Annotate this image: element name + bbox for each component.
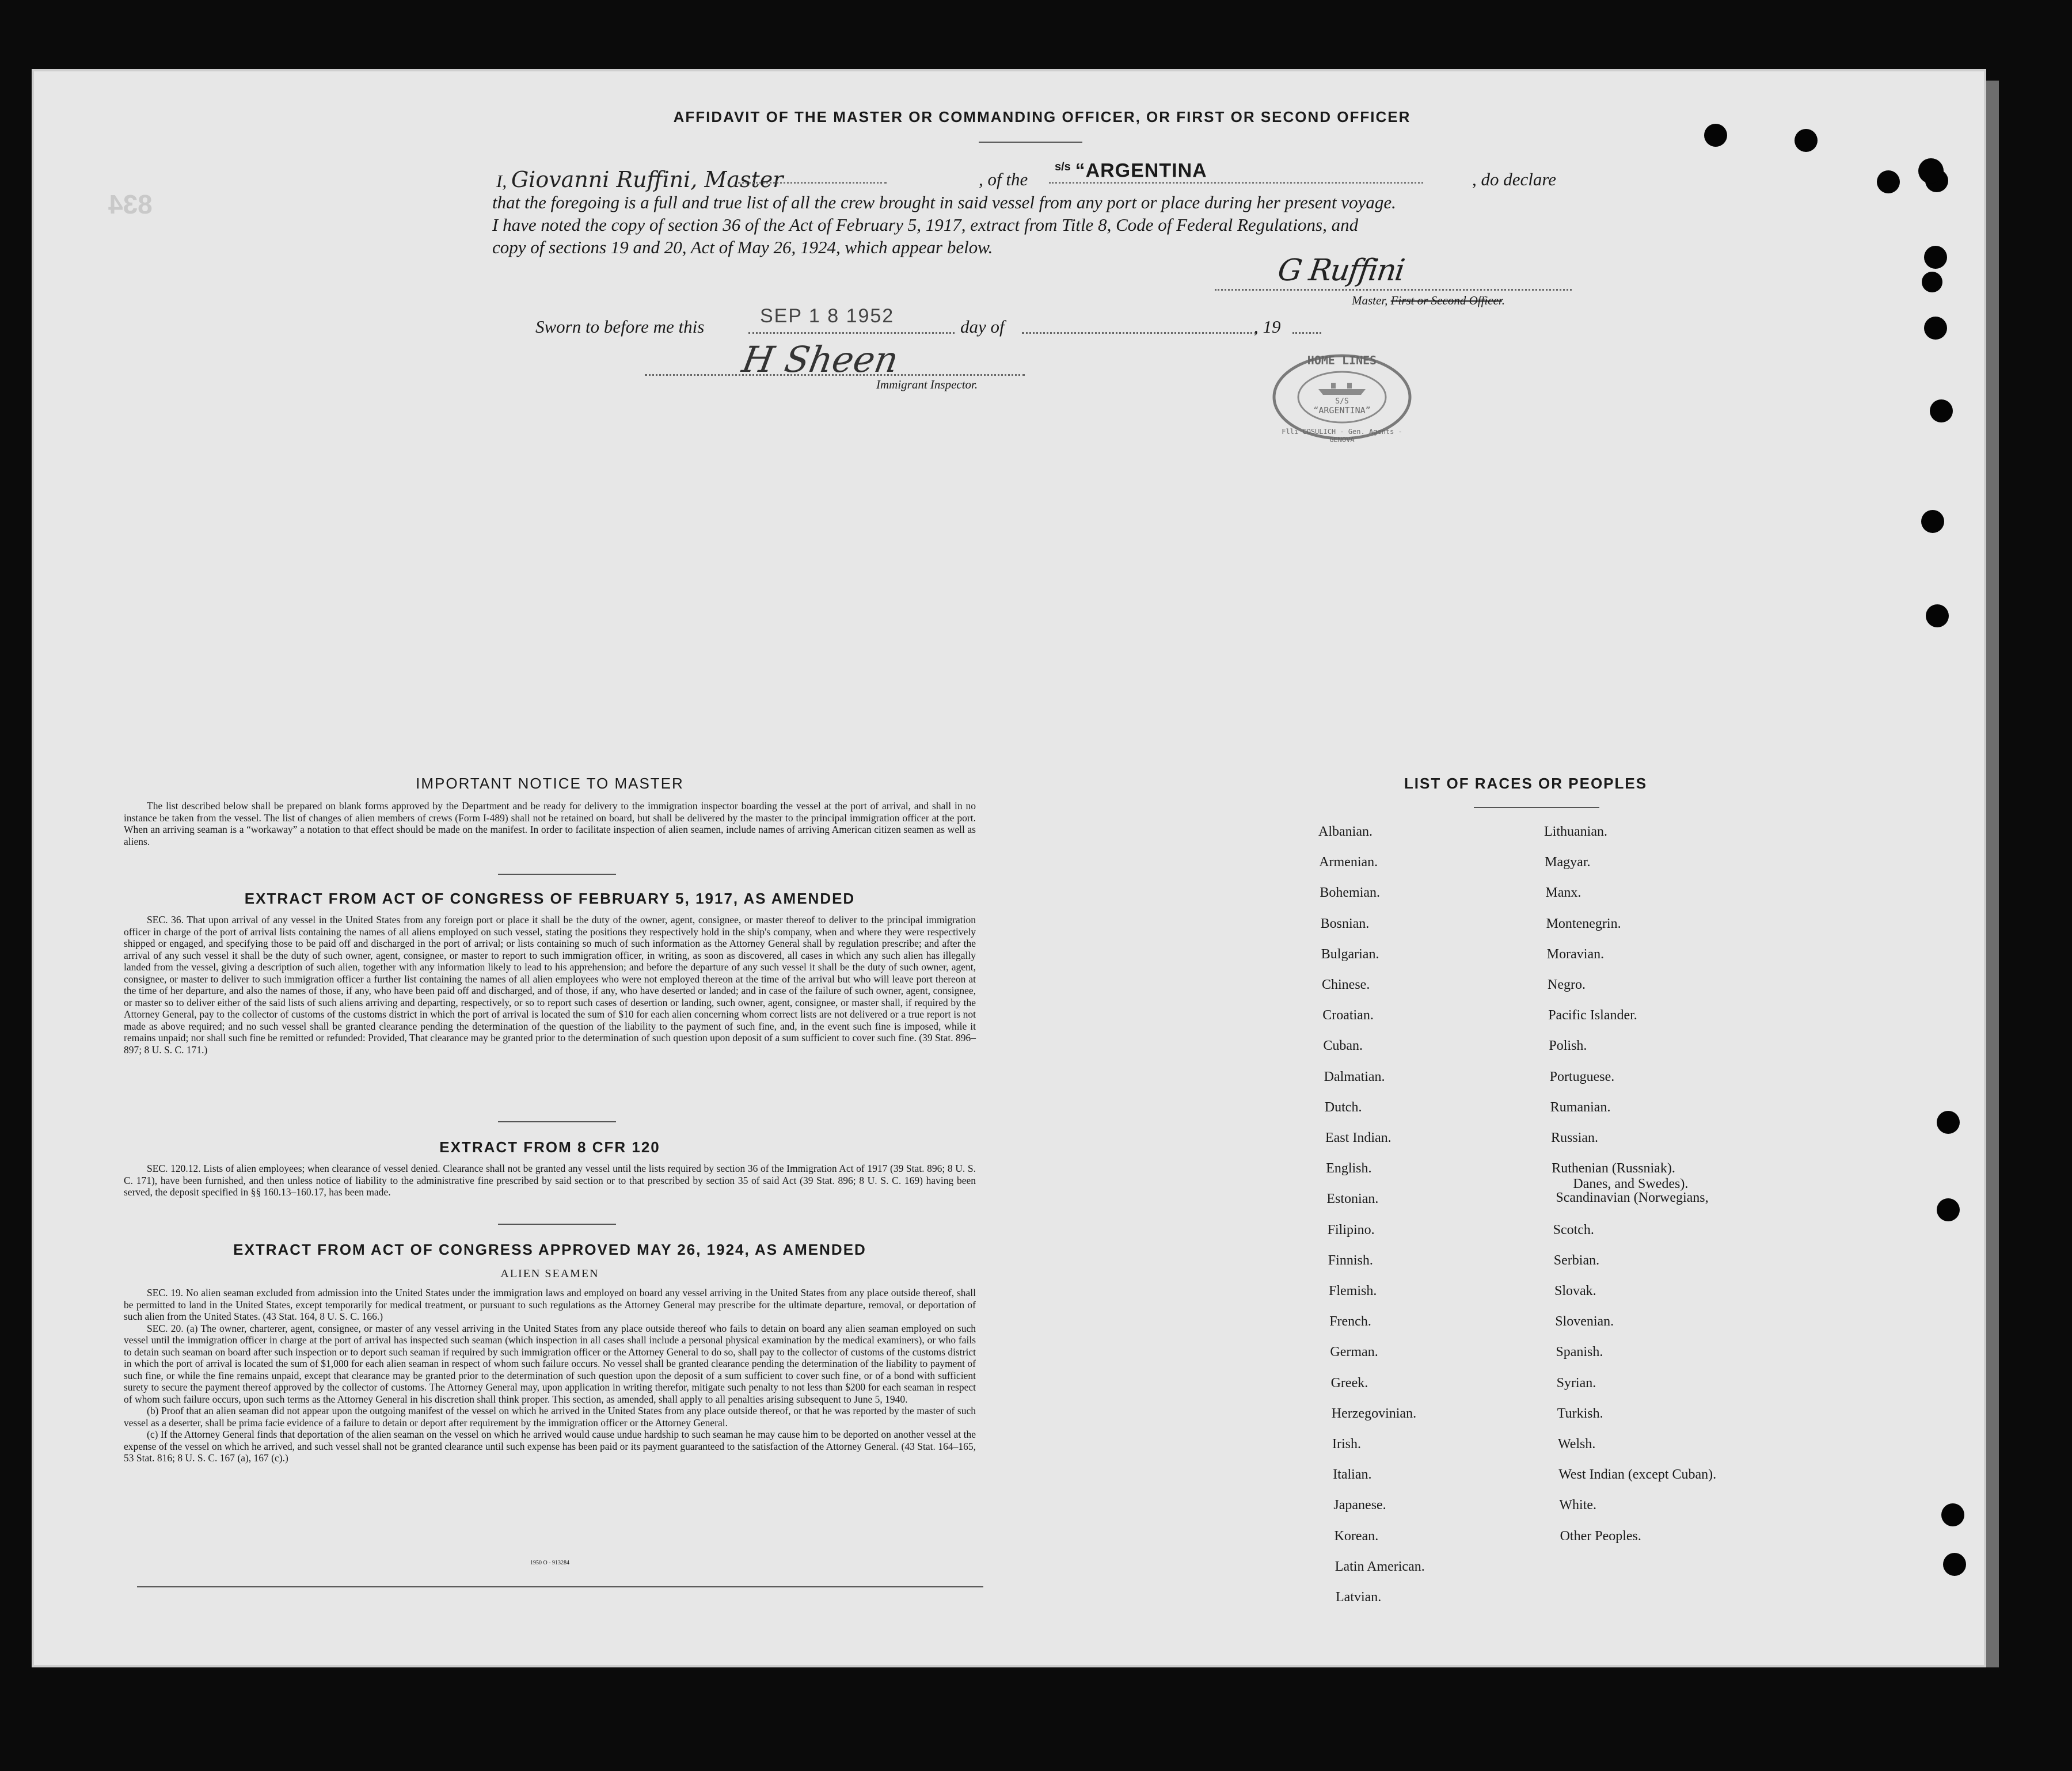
race-item: Chinese. [1322, 977, 1370, 992]
extractcfr-title: EXTRACT FROM 8 CFR 120 [439, 1138, 660, 1156]
affidavit-line-3: I have noted the copy of section 36 of the Act of February 5, 1917, extract from Title 8, Code of Federal Regulations, and [492, 215, 1359, 235]
page-edge [1986, 81, 1999, 1667]
affidavit-line-2: that the foregoing is a full and true list of all the crew brought in said vessel from any port or place during her present voyage. [492, 192, 1396, 212]
race-item: Welsh. [1558, 1437, 1596, 1452]
printer-code: 1950 O - 913284 [530, 1560, 570, 1566]
race-item: Dutch. [1324, 1099, 1362, 1115]
stamp-vessel-2: “ARGENTINA” [1313, 405, 1371, 416]
notice-title: IMPORTANT NOTICE TO MASTER [416, 775, 684, 792]
races-divider [1474, 807, 1599, 808]
stamp-bottom-text: Flli COSULICH - Gen. Agents - GENOVA [1282, 428, 1402, 444]
master-caption: Master, First or Second Officer. [1352, 294, 1505, 307]
race-item: French. [1329, 1314, 1371, 1330]
affidavit-line-1 [496, 159, 1579, 193]
notice-body: The list described below shall be prepared on blank forms approved by the Department and be ready for delivery to the immigration inspector boarding the vessel at the port of arrival, and shall in no instance be taken from the vessel. The list of changes of alien members of crews (Form I-489) shall not be retained on board, but shall be delivered by the master to the principal immigration officer at the port. When an arriving seaman is a “workaway” a notation to that effect should be made on the manifest. In order to facilitate inspection of alien seamen, include names of arriving American citizen seamen as well as aliens. [124, 800, 976, 847]
race-item: Turkish. [1557, 1406, 1603, 1421]
race-item: Flemish. [1329, 1284, 1377, 1298]
race-item: Manx. [1545, 885, 1581, 901]
races-title: LIST OF RACES OR PEOPLES [1404, 775, 1648, 792]
race-item: English. [1326, 1161, 1372, 1176]
inspector-line [645, 374, 1025, 376]
sworn-date-stamp: SEP 1 8 1952 [760, 305, 895, 327]
race-item: Danes, and Swedes). [1573, 1176, 1689, 1192]
signature-line [1215, 289, 1572, 291]
affidavit-i: I, [496, 171, 507, 191]
race-item: Cuban. [1323, 1038, 1363, 1054]
sec20b: (b) Proof that an alien seaman did not appear upon the outgoing manifest of the vessel on which he arrived in the United States from any place outside thereof, or that he was reported by the master of such vessel as a deserter, shall be prima facie evidence of a failure to detain or deport after requirement by the immigration officer or the Attorney General. [124, 1405, 976, 1429]
of-the-label: , of the [979, 169, 1028, 189]
divider-3 [498, 1224, 616, 1225]
race-item: Bulgarian. [1321, 946, 1379, 962]
date-line [748, 332, 955, 334]
race-item: Polish. [1549, 1038, 1587, 1054]
race-item: Croatian. [1322, 1008, 1374, 1023]
day-line [1022, 332, 1257, 334]
race-item: Pacific Islander. [1548, 1008, 1637, 1023]
race-item: Slovenian. [1555, 1314, 1614, 1330]
race-item: Latin American. [1335, 1559, 1425, 1574]
race-item: Rumanian. [1550, 1099, 1611, 1115]
stamp-top-text: HOME LINES [1307, 353, 1377, 367]
race-item: German. [1330, 1345, 1378, 1360]
race-item: Portuguese. [1549, 1069, 1615, 1084]
race-item: Dalmatian. [1324, 1069, 1385, 1084]
bleedthrough-number: 834 [108, 189, 153, 219]
race-item: Scandinavian (Norwegians, [1556, 1190, 1709, 1206]
extract1924-title: EXTRACT FROM ACT OF CONGRESS APPROVED MAY 26, 1924, AS AMENDED [233, 1241, 866, 1258]
race-item: Albanian. [1318, 824, 1373, 839]
extractcfr-body: SEC. 120.12. Lists of alien employees; when clearance of vessel denied. Clearance shall not be granted any vessel until the lists required by section 36 of the Immigration Act of 1917 (39 Stat. 896; 8 U. S. C. 171), have been furnished, and then unless notice of liability to the administrative fine prescribed by said section or to that prescribed by section 35 of said Act (39 Stat. 896; 8 U. S. C. 169) having been served, the deposit specified in §§ 160.13–160.17, has been made. [124, 1163, 976, 1198]
race-item: Syrian. [1556, 1375, 1596, 1391]
race-item: Negro. [1548, 977, 1586, 992]
race-item: West Indian (except Cuban). [1558, 1467, 1717, 1483]
race-item: Serbian. [1553, 1252, 1600, 1268]
race-item: Italian. [1333, 1467, 1372, 1483]
sworn-prefix: Sworn to before me this [535, 317, 705, 337]
year-line [1292, 332, 1321, 334]
title-divider [979, 142, 1082, 143]
extract1924-title-wrap [124, 1241, 976, 1259]
alien-seamen-subtitle: ALIEN SEAMEN [500, 1267, 599, 1280]
race-item: Ruthenian (Russniak). [1552, 1161, 1675, 1176]
race-item: Other Peoples. [1560, 1528, 1641, 1544]
race-item: Greek. [1330, 1375, 1368, 1391]
race-item: Latvian. [1336, 1590, 1382, 1605]
divider-1 [498, 874, 616, 875]
master-name-handwritten: Giovanni Ruffini, Master [511, 167, 784, 192]
extract1917-title: EXTRACT FROM ACT OF CONGRESS OF FEBRUARY 5, 1917, AS AMENDED [244, 890, 856, 907]
race-item: Bohemian. [1320, 885, 1381, 901]
notice-title-wrap [124, 775, 976, 793]
race-item: Japanese. [1333, 1498, 1386, 1513]
race-item: Irish. [1332, 1437, 1361, 1452]
inspector-caption: Immigrant Inspector. [876, 378, 978, 391]
race-item: Armenian. [1319, 855, 1378, 870]
races-title-wrap [1324, 775, 1727, 793]
extract1917-body: SEC. 36. That upon arrival of any vessel in the United States from any foreign port or place it shall be the duty of the owner, agent, consignee, or master thereof to deliver to the principal immigration officer in charge of the port of arrival lists containing the names of all aliens employed on such vessel, stating the positions they respectively hold in the ship's company, when and where they were respectively shipped or engaged, and specifying those to be paid off and discharged in the port of arrival; or lists containing so much of such information as the Attorney General shall by regulation prescribe; and after the arrival of any such vessel it shall be the duty of such owner, agent, consignee, or master to report to such immigration officer, in writing, as soon as discovered, all cases in which any such alien has illegally landed from the vessel, giving a description of such alien, together with any information likely to lead to his apprehension; and before the departure of any such vessel it shall be the duty of such owner, agent, consignee, or master to deliver to such immigration officer a further list containing the names of all alien employees who were not employed thereon at the time of the arrival but who will leave port thereon at the time of her departure, and also the names of those, if any, who have been paid off and discharged, and of those, if any, who have deserted or landed; and in case of the failure of such owner, agent, consignee, or master so to deliver either of the said lists of such aliens arriving and departing, respectively, or so to report such cases of desertion or landing, such owner, agent, consignee, or master shall, if required by the Attorney General, pay to the collector of customs of the customs district in which the port of arrival is located the sum of $10 for each alien concerning whom correct lists are not delivered or a true report is not made as above required; and no such vessel shall be granted clearance pending the determination of the question of the liability to the payment of such fine, and, in the event such fine is imposed, while it remains unpaid; nor shall such fine be remitted or refunded: Provided, That clearance may be granted prior to the determination of such question upon deposit of a sum sufficient to cover such fine. (39 Stat. 896–897; 8 U. S. C. 171.) [124, 914, 976, 1056]
race-item: Korean. [1334, 1528, 1379, 1544]
extract1924-body [124, 1287, 976, 1464]
company-stamp [1268, 351, 1416, 443]
race-item: Herzegovinian. [1331, 1406, 1417, 1421]
divider-2 [498, 1121, 616, 1122]
race-item: Russian. [1551, 1130, 1599, 1145]
extract1917-title-wrap [124, 890, 976, 908]
race-item: Scotch. [1553, 1222, 1594, 1237]
extractcfr-title-wrap [124, 1138, 976, 1156]
race-item: Moravian. [1546, 946, 1605, 962]
race-item: Estonian. [1326, 1191, 1379, 1207]
race-item: Finnish. [1328, 1252, 1373, 1268]
race-item: Bosnian. [1320, 916, 1370, 931]
race-item: Lithuanian. [1544, 824, 1607, 839]
do-declare: , do declare [1472, 169, 1557, 189]
inspector-signature: H Sheen [739, 338, 902, 380]
race-item: Spanish. [1556, 1345, 1603, 1360]
race-item: East Indian. [1325, 1130, 1392, 1145]
vessel-name: $^{s/s}$ “ARGENTINA [1055, 159, 1207, 182]
race-item: Filipino. [1327, 1222, 1375, 1237]
bottom-rule [137, 1586, 983, 1587]
master-signature: G Ruffini [1275, 253, 1406, 288]
race-item: Slovak. [1554, 1284, 1596, 1298]
race-item: White. [1559, 1498, 1597, 1513]
affidavit-title-block [553, 108, 1531, 126]
affidavit-line-4: copy of sections 19 and 20, Act of May 26, 1924, which appear below. [492, 237, 993, 257]
sec20a: SEC. 20. (a) The owner, charterer, agent, consignee, or master of any vessel arriving in the United States from any place outside thereof who fails to detain on board any alien seaman employed on such vessel until the immigration officer in charge at the port of arrival has inspected such seaman (which inspection in all cases shall include a personal physical examination by the medical examiners), or who fails to detain such seaman on board after such inspection or to deport such seaman if required by such immigration officer or the Attorney General to do so, shall pay to the collector of customs of the customs district in which the port of arrival is located the sum of $1,000 for each alien seaman in respect of whom such failure occurs. No vessel shall be granted clearance pending the determination of the liability to payment of such fine, or while the fine remains unpaid, except that clearance may be granted prior to the determination of such question upon the deposit of a sum sufficient to cover such fine, or of a bond with sufficient surety to secure the payment thereof approved by the collector of customs. The Attorney General may, upon application in writing therefor, mitigate such penalty to not less than $200 for each seaman in respect of whom such failure occurs, upon such terms as the Attorney General in his discretion shall think proper. This section, as amended, shall apply to all penalties arising subsequent to June 5, 1940. [124, 1322, 976, 1405]
race-item: Montenegrin. [1546, 916, 1621, 931]
day-of-label: day of [960, 317, 1005, 337]
sec20c: (c) If the Attorney General finds that deportation of the alien seaman on the vessel on which he arrived would cause undue hardship to such seaman he may cause him to be deported on another vessel at the expense of the vessel on which he arrived, and such vessel shall not be granted clearance until such expense has been paid or its payment guaranteed to the satisfaction of the Attorney General. (43 Stat. 164–165, 53 Stat. 816; 8 U. S. C. 167 (a), 167 (c).) [124, 1429, 976, 1464]
year-label: , 19 [1254, 317, 1281, 337]
race-item: Magyar. [1545, 855, 1591, 870]
sec19: SEC. 19. No alien seaman excluded from admission into the United States under the immigration laws and employed on board any vessel arriving in the United States from any place outside thereof, shall be permitted to land in the United States, except temporarily for medical treatment, or pursuant to such regulations as the Attorney General may prescribe for the ultimate departure, removal, or deportation of such alien from the United States. (43 Stat. 164, 8 U. S. C. 166.) [124, 1287, 976, 1322]
affidavit-title: AFFIDAVIT OF THE MASTER OR COMMANDING OFFICER, OR FIRST OR SECOND OFFICER [673, 108, 1411, 125]
stamp-vessel-1: S/S [1335, 397, 1349, 406]
